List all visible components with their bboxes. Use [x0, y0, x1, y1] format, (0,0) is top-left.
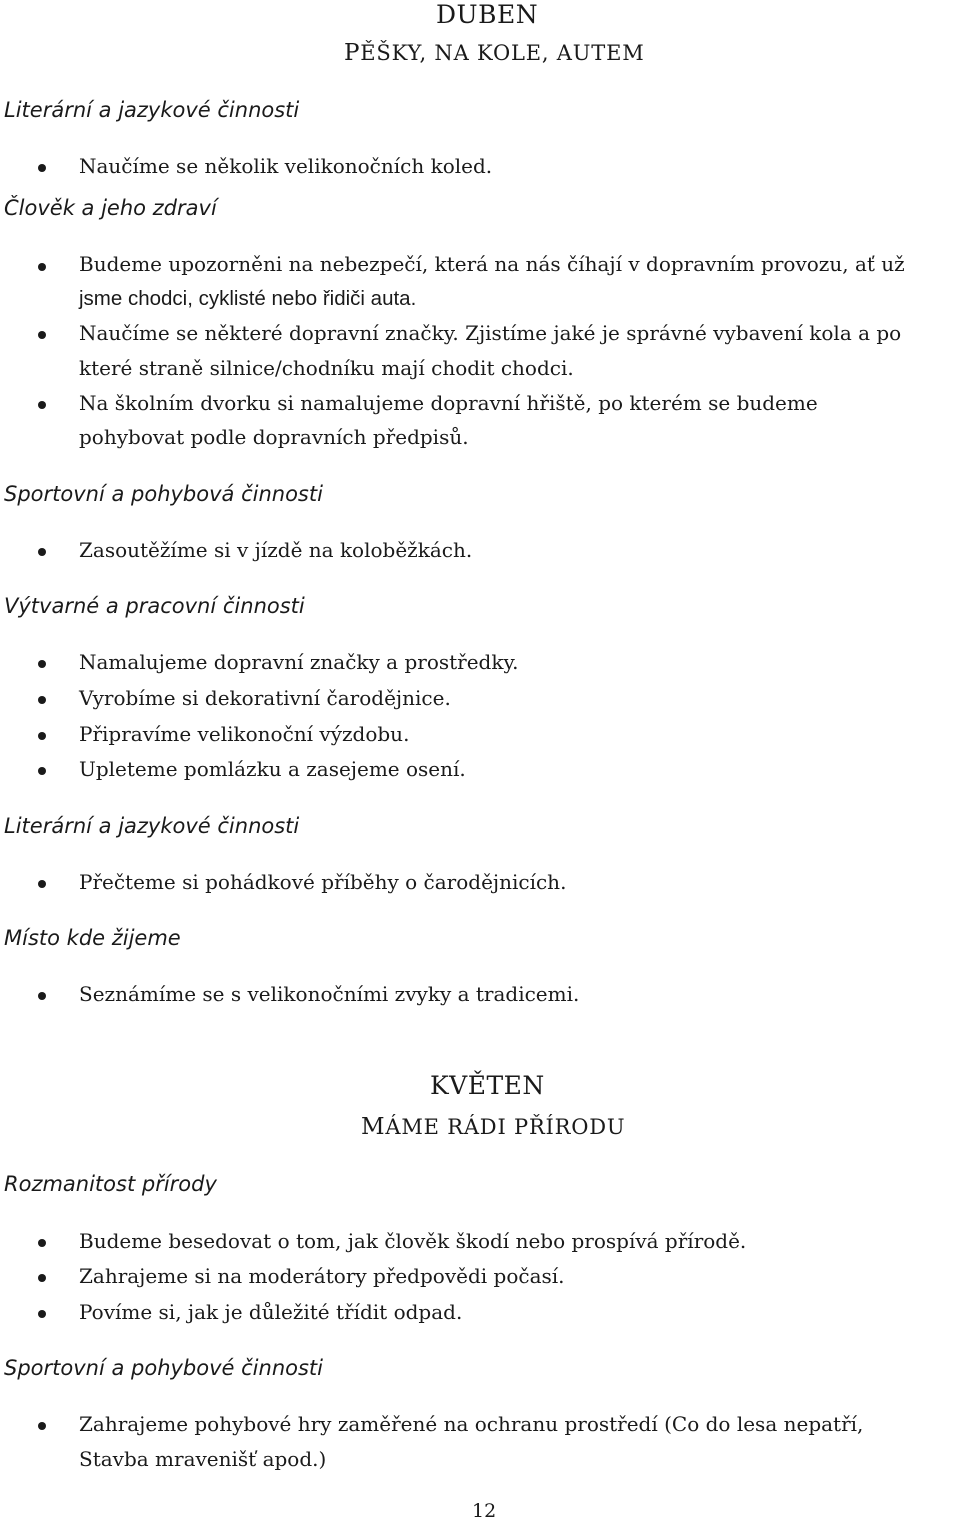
bullet-icon — [38, 660, 46, 668]
section-heading: Literární a jazykové činnosti — [4, 98, 300, 122]
list-item: Naučíme se několik velikonočních koled. — [79, 154, 493, 178]
list-item-line: Na školním dvorku si namalujeme dopravní hřiště, po kterém se budeme — [79, 391, 818, 415]
section-heading: Sportovní a pohybová činnosti — [4, 482, 323, 506]
bullet-icon — [38, 263, 46, 271]
bullet-icon — [38, 992, 46, 1000]
list-item: Připravíme velikonoční výzdobu. — [79, 722, 410, 746]
list-item-line: Naučíme se některé dopravní značky. Zjistíme jaké je správné vybavení kola a po — [79, 321, 902, 345]
list-item: Zasoutěžíme si v jízdě na koloběžkách. — [79, 538, 473, 562]
bullet-icon — [38, 401, 46, 409]
bullet-icon — [38, 1310, 46, 1318]
list-item: Upleteme pomlázku a zasejeme osení. — [79, 757, 466, 781]
list-item-line: Zahrajeme pohybové hry zaměřené na ochranu prostředí (Co do lesa nepatří, — [79, 1412, 864, 1436]
list-item: Povíme si, jak je důležité třídit odpad. — [79, 1300, 463, 1324]
bullet-icon — [38, 1274, 46, 1282]
section-heading: Místo kde žijeme — [4, 926, 181, 950]
list-item: Seznámíme se s velikonočními zvyky a tradicemi. — [79, 982, 580, 1006]
bullet-icon — [38, 880, 46, 888]
bullet-icon — [38, 164, 46, 172]
bullet-icon — [38, 1239, 46, 1247]
bullet-icon — [38, 696, 46, 704]
section-heading: Člověk a jeho zdraví — [4, 196, 217, 220]
section-heading: Sportovní a pohybové činnosti — [4, 1356, 323, 1380]
bullet-icon — [38, 548, 46, 556]
list-item-line: pohybovat podle dopravních předpisů. — [79, 425, 469, 449]
section-heading: Rozmanitost přírody — [4, 1172, 217, 1196]
list-item-line: jsme chodci, cyklisté nebo řidiči auta. — [79, 287, 417, 310]
list-item: Namalujeme dopravní značky a prostředky. — [79, 650, 519, 674]
bullet-icon — [38, 1422, 46, 1430]
list-item-line: Stavba mraveništ̕ apod.) — [79, 1447, 327, 1471]
month-title-april: DUBEN — [436, 0, 539, 29]
bullet-icon — [38, 331, 46, 339]
list-item-line: Budeme upozorněni na nebezpečí, která na nás číhají v dopravním provozu, ať už — [79, 252, 905, 276]
page-number: 12 — [472, 1500, 497, 1522]
month-title-may: KVĚTEN — [430, 1071, 545, 1100]
bullet-icon — [38, 732, 46, 740]
list-item: Budeme besedovat o tom, jak člověk škodí nebo prospívá přírodě. — [79, 1229, 747, 1253]
list-item-line: které straně silnice/chodníku mají chodit chodci. — [79, 356, 574, 380]
bullet-icon — [38, 767, 46, 775]
month-theme-april: PĚŠKY, NA KOLE, AUTEM — [344, 40, 645, 66]
month-theme-may: MÁME RÁDI PŘÍRODU — [361, 1114, 626, 1140]
list-item: Přečteme si pohádkové příběhy o čarodějnicích. — [79, 870, 567, 894]
section-heading: Literární a jazykové činnosti — [4, 814, 300, 838]
list-item: Zahrajeme si na moderátory předpovědi počasí. — [79, 1264, 565, 1288]
list-item: Vyrobíme si dekorativní čarodějnice. — [79, 686, 451, 710]
section-heading: Výtvarné a pracovní činnosti — [4, 594, 305, 618]
